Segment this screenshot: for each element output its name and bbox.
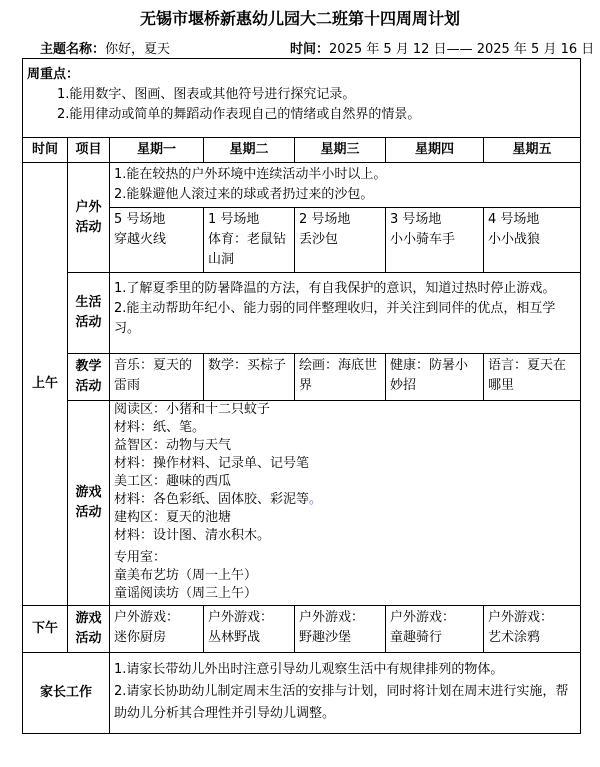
game-line: 童谣阅读坊（周三上午） <box>114 586 258 601</box>
outdoor-place: 5 号场地 <box>114 212 166 227</box>
weekly-plan-table <box>22 58 581 734</box>
teaching-row <box>23 354 581 401</box>
outdoor-goals-row <box>23 163 581 208</box>
outdoor-day <box>110 208 204 273</box>
afternoon-type: 户外游戏： <box>114 610 180 625</box>
theme-label: 主题名称： <box>40 42 106 57</box>
parents-label: 家长工作 <box>23 653 110 734</box>
game-line: 美工区：趣味的西瓜 <box>114 474 232 489</box>
life-row <box>23 273 581 354</box>
afternoon-game-label: 游戏活动 <box>68 606 110 653</box>
afternoon-day <box>295 606 386 653</box>
outdoor-goal: 1.能在较热的户外环境中连续活动半小时以上。 <box>114 167 387 182</box>
parents-item: 2.请家长协助幼儿制定周末生活的安排与计划，同时将计划在周末进行实施，帮助幼儿分析其合理性并引导幼儿调整。 <box>114 684 569 721</box>
afternoon-type: 户外游戏： <box>488 610 554 625</box>
outdoor-day <box>204 208 295 273</box>
column-header-row <box>23 138 581 163</box>
teaching-day: 音乐：夏天的雷雨 <box>110 354 204 401</box>
outdoor-place: 3 号场地 <box>390 212 442 227</box>
col-tue: 星期二 <box>204 138 295 163</box>
afternoon-type: 户外游戏： <box>299 610 365 625</box>
parents-item: 1.请家长带幼儿外出时注意引导幼儿观察生活中有规律排列的物体。 <box>114 662 504 677</box>
game-line: 专用室： <box>114 550 167 565</box>
focus-row <box>23 59 581 138</box>
teaching-day: 语言：夏天在哪里 <box>484 354 581 401</box>
morning-label: 上午 <box>23 163 68 606</box>
game-line: 材料：设计图、清水积木。 <box>114 528 271 543</box>
game-content <box>110 401 581 606</box>
afternoon-activity: 迷你厨房 <box>114 630 167 645</box>
outdoor-place: 1 号场地 <box>208 212 260 227</box>
teaching-day: 健康：防暑小妙招 <box>386 354 484 401</box>
game-row <box>23 401 581 606</box>
afternoon-activity: 艺术涂鸦 <box>488 630 541 645</box>
game-line <box>114 491 576 509</box>
life-label: 生活活动 <box>68 273 110 354</box>
focus-cell <box>23 59 581 138</box>
afternoon-row <box>23 606 581 653</box>
parents-content <box>110 653 581 734</box>
life-goal: 2.能主动帮助年纪小、能力弱的同伴整理收归，并关注到同伴的优点，相互学习。 <box>114 301 556 336</box>
col-thu: 星期四 <box>386 138 484 163</box>
game-line: 材料：纸、笔。 <box>114 420 206 435</box>
teaching-label: 教学活动 <box>68 354 110 401</box>
teaching-day: 数学：买棕子 <box>204 354 295 401</box>
game-line: 益智区：动物与天气 <box>114 438 232 453</box>
teaching-day: 绘画：海底世界 <box>295 354 386 401</box>
afternoon-type: 户外游戏： <box>208 610 274 625</box>
outdoor-activity: 小小战狼 <box>488 232 541 247</box>
time-field <box>290 38 594 57</box>
time-value: 2025 年 5 月 12 日—— 2025 年 5 月 16 日 <box>329 42 595 57</box>
game-dot: 。 <box>309 492 323 507</box>
afternoon-activity: 丛林野战 <box>208 630 261 645</box>
outdoor-place: 2 号场地 <box>299 212 351 227</box>
life-goal: 1.了解夏季里的防暑降温的方法，有自我保护的意识，知道过热时停止游戏。 <box>114 281 556 296</box>
col-fri: 星期五 <box>484 138 581 163</box>
game-line: 阅读区：小猪和十二只蚊子 <box>114 402 271 417</box>
outdoor-activity: 穿越火线 <box>114 232 167 247</box>
outdoor-day <box>484 208 581 273</box>
life-goals <box>110 273 581 354</box>
outdoor-day <box>386 208 484 273</box>
afternoon-day <box>386 606 484 653</box>
focus-item: 1.能用数字、图画、图表或其他符号进行探究记录。 <box>57 87 356 102</box>
outdoor-label: 户外活动 <box>68 163 110 273</box>
outdoor-activity: 体育：老鼠钻山洞 <box>208 232 287 267</box>
afternoon-day <box>204 606 295 653</box>
game-line: 童美布艺坊（周一上午） <box>114 568 258 583</box>
afternoon-type: 户外游戏： <box>390 610 456 625</box>
outdoor-activity: 丢沙包 <box>299 232 339 247</box>
theme-field <box>40 38 170 57</box>
game-line-text: 材料：各色彩纸、固体胶、彩泥等 <box>114 492 310 507</box>
outdoor-place: 4 号场地 <box>488 212 540 227</box>
theme-value: 你好，夏天 <box>105 42 171 57</box>
col-time: 时间 <box>23 138 68 163</box>
col-item: 项目 <box>68 138 110 163</box>
col-mon: 星期一 <box>110 138 204 163</box>
focus-heading: 周重点： <box>27 67 80 82</box>
page-title: 无锡市堰桥新惠幼儿园大二班第十四周周计划 <box>139 9 460 28</box>
afternoon-label: 下午 <box>23 606 68 653</box>
outdoor-goal: 2.能躲避他人滚过来的球或者扔过来的沙包。 <box>114 187 374 202</box>
game-label: 游戏活动 <box>68 401 110 606</box>
game-line: 建构区：夏天的池塘 <box>114 510 232 525</box>
afternoon-day <box>110 606 204 653</box>
parents-row <box>23 653 581 734</box>
game-line: 材料：操作材料、记录单、记号笔 <box>114 456 310 471</box>
time-label: 时间： <box>290 42 330 57</box>
outdoor-activity: 小小骑车手 <box>390 232 456 247</box>
afternoon-activity: 童趣骑行 <box>390 630 443 645</box>
outdoor-day <box>295 208 386 273</box>
col-wed: 星期三 <box>295 138 386 163</box>
afternoon-day <box>484 606 581 653</box>
outdoor-goals <box>110 163 581 208</box>
afternoon-activity: 野趣沙堡 <box>299 630 352 645</box>
focus-item: 2.能用律动或简单的舞蹈动作表现自己的情绪或自然界的情景。 <box>57 107 421 122</box>
